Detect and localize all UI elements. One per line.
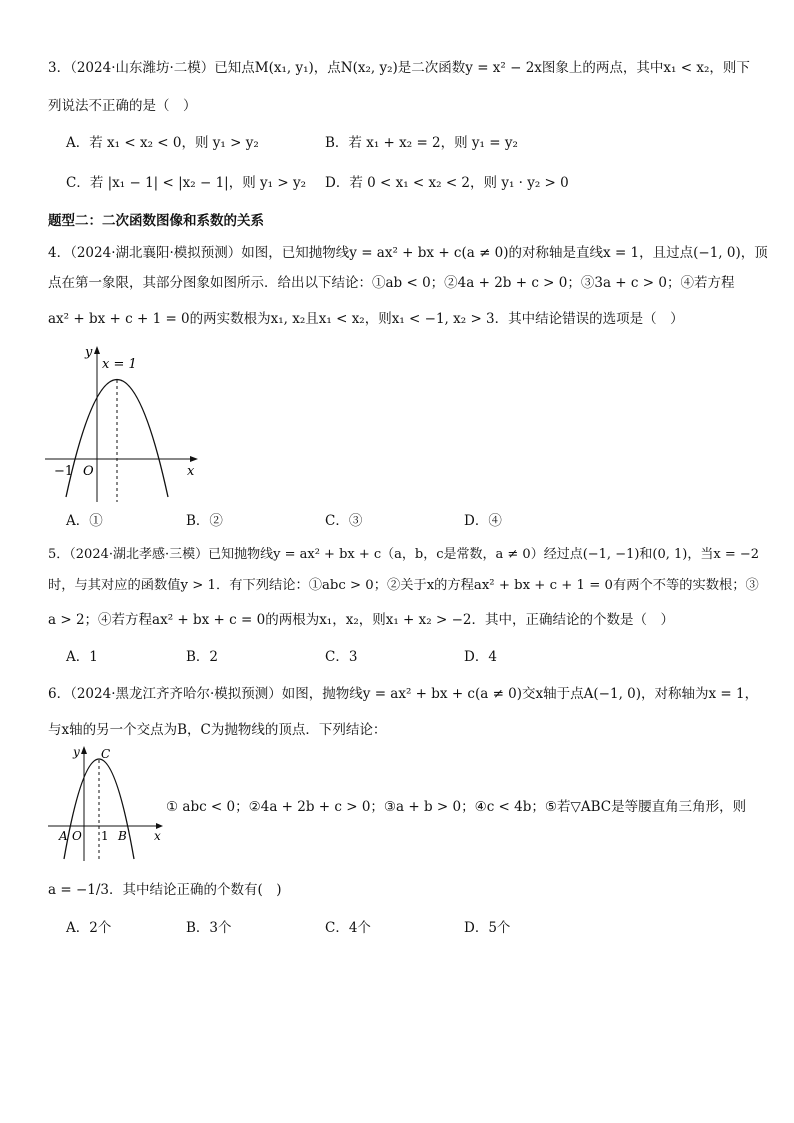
q6-b-label: B bbox=[118, 829, 127, 843]
q4-x-label: x bbox=[187, 464, 195, 479]
q6-line1: 6．（2024·黑龙江齐齐哈尔·模拟预测）如图，抛物线y = ax² + bx + c(a ≠ 0)交x轴于点A(−1, 0)，对称轴为x = 1， bbox=[48, 686, 759, 702]
q4-option-a: A．① bbox=[66, 513, 103, 529]
q4-axis-label: x = 1 bbox=[102, 357, 137, 372]
q5-line2: 时，与其对应的函数值y > 1．有下列结论：①abc > 0；②关于x的方程ax² + bx + c + 1 = 0有两个不等的实数根；③ bbox=[48, 578, 759, 593]
q4-y-arrow bbox=[94, 346, 100, 354]
q3-option-c: C．若 |x₁ − 1| < |x₂ − 1|，则 y₁ > y₂ bbox=[66, 175, 306, 191]
q4-line1: 4．（2024·湖北襄阳·模拟预测）如图，已知抛物线y = ax² + bx + c(a ≠ 0)的对称轴是直线x = 1，且过点(−1, 0)，顶 bbox=[48, 245, 768, 261]
q4-y-label: y bbox=[85, 345, 93, 360]
q5-line3: a > 2；④若方程ax² + bx + c = 0的两根为x₁，x₂，则x₁ + x₂ > −2．其中，正确结论的个数是（ ） bbox=[48, 612, 674, 628]
q6-conclusions: ① abc < 0；②4a + 2b + c > 0；③a + b > 0；④c < 4b；⑤若▽ABC是等腰直角三角形，则 bbox=[166, 799, 747, 815]
q6-option-d: D．5个 bbox=[464, 920, 511, 936]
q4-option-d: D．④ bbox=[464, 513, 502, 529]
q6-y-label: y bbox=[73, 745, 80, 759]
q4-origin-label: O bbox=[83, 464, 94, 479]
q4-parabola-curve bbox=[66, 380, 168, 498]
q3-line1: 3．（2024·山东潍坊·二模）已知点M(x₁, y₁)，点N(x₂, y₂)是二次函数y = x² − 2x图象上的两点，其中x₁ < x₂，则下 bbox=[48, 60, 750, 76]
q6-a-label: A bbox=[59, 829, 68, 843]
q6-o-label: O bbox=[72, 829, 82, 843]
q4-option-b: B．② bbox=[186, 513, 223, 529]
q6-c-label: C bbox=[101, 747, 111, 761]
q6-one-label: 1 bbox=[101, 829, 109, 843]
q3-option-d: D．若 0 < x₁ < x₂ < 2，则 y₁ · y₂ > 0 bbox=[325, 175, 569, 191]
q3-line2: 列说法不正确的是（ ） bbox=[48, 98, 197, 114]
q6-x-label: x bbox=[154, 829, 161, 843]
q6-option-b: B．3个 bbox=[186, 920, 232, 936]
q4-option-c: C．③ bbox=[325, 513, 363, 529]
q6-y-arrow bbox=[81, 746, 87, 754]
q6-line2: 与x轴的另一个交点为B，C为抛物线的顶点．下列结论： bbox=[48, 722, 387, 738]
section-title: 题型二：二次函数图像和系数的关系 bbox=[48, 213, 264, 229]
q5-option-b: B．2 bbox=[186, 649, 219, 665]
q6-parabola-graph bbox=[44, 744, 169, 864]
q5-line1: 5．（2024·湖北孝感·三模）已知抛物线y = ax² + bx + c（a，b，c是常数，a ≠ 0）经过点(−1, −1)和(0, 1)，当x = −2 bbox=[48, 547, 760, 562]
q3-option-a: A．若 x₁ < x₂ < 0，则 y₁ > y₂ bbox=[66, 135, 259, 151]
q4-line2: 点在第一象限，其部分图象如图所示．给出以下结论：①ab < 0；②4a + 2b + c > 0；③3a + c > 0；④若方程 bbox=[48, 275, 735, 291]
q5-option-d: D．4 bbox=[464, 649, 497, 665]
q3-option-b: B．若 x₁ + x₂ = 2，则 y₁ = y₂ bbox=[325, 135, 518, 151]
q4-neg-one-label: −1 bbox=[54, 464, 74, 479]
q4-x-arrow bbox=[190, 456, 198, 462]
q5-option-a: A．1 bbox=[66, 649, 98, 665]
q5-option-c: C．3 bbox=[325, 649, 358, 665]
q4-line3: ax² + bx + c + 1 = 0的两实数根为x₁, x₂且x₁ < x₂，则x₁ < −1, x₂ > 3．其中结论错误的选项是（ ） bbox=[48, 311, 684, 327]
q6-option-c: C．4个 bbox=[325, 920, 371, 936]
q4-parabola-graph bbox=[40, 342, 210, 507]
q6-line4: a = −1/3．其中结论正确的个数有( ) bbox=[48, 882, 282, 898]
q6-option-a: A．2个 bbox=[66, 920, 112, 936]
